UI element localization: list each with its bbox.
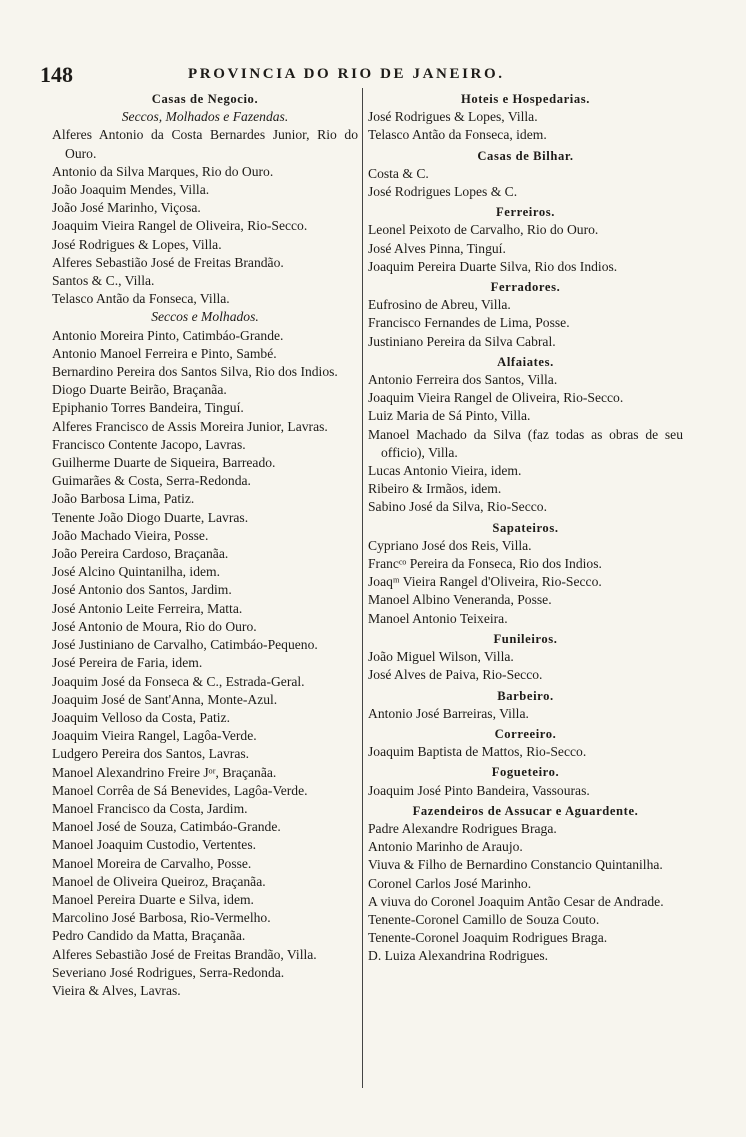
directory-entry: Pedro Candido da Matta, Braçanãa.: [52, 928, 246, 944]
directory-entry: Diogo Duarte Beirão, Braçanãa.: [52, 382, 227, 398]
directory-entry: Epiphanio Torres Bandeira, Tinguí.: [52, 400, 244, 416]
section-heading: Hoteis e Hospedarias.: [460, 92, 591, 106]
directory-entry: Sabino José da Silva, Rio-Secco.: [368, 499, 547, 515]
section-subheading: Seccos, Molhados e Fazendas.: [121, 109, 289, 125]
directory-entry: José Alves Pinna, Tinguí.: [368, 240, 506, 256]
directory-entry: Antonio Manoel Ferreira e Pinto, Sambé.: [52, 345, 277, 361]
directory-entry: Santos & C., Villa.: [52, 273, 155, 289]
directory-entry: Marcolino José Barbosa, Rio-Vermelho.: [52, 910, 271, 926]
section-heading: Casas de Bilhar.: [477, 148, 574, 163]
directory-entry: Joaquim Velloso da Costa, Patiz.: [52, 709, 230, 725]
directory-entry: Costa & C.: [368, 165, 429, 181]
directory-entry: José Rodrigues & Lopes, Villa.: [52, 236, 222, 252]
directory-entry: Viuva & Filho de Bernardino Constancio Quintanilha.: [368, 857, 663, 873]
page-number: 148: [40, 62, 73, 87]
directory-entry: Vieira & Alves, Lavras.: [52, 982, 181, 998]
page-header: [40, 62, 700, 86]
directory-entry: Tenente-Coronel Camillo de Souza Couto.: [368, 911, 600, 927]
section-heading: Sapateiros.: [492, 520, 559, 535]
directory-entry: Manoel Alexandrino Freire Jᵒʳ, Braçanãa.: [52, 764, 277, 780]
directory-entry: A viuva do Coronel Joaquim Antão Cesar de Andrade.: [368, 893, 664, 909]
directory-entry: José Justiniano de Carvalho, Catimbáo-Pequeno.: [52, 637, 318, 653]
directory-entry: Joaquim Vieira Rangel, Lagôa-Verde.: [52, 728, 257, 744]
directory-entry: Francᶜᵒ Pereira da Fonseca, Rio dos Indios.: [368, 556, 602, 572]
section-heading: Ferreiros.: [495, 205, 556, 220]
directory-entry: Alferes Sebastião José de Freitas Brandão.: [52, 254, 284, 270]
directory-entry: João Pereira Cardoso, Braçanãa.: [52, 546, 229, 562]
directory-entry: Antonio Ferreira dos Santos, Villa.: [368, 372, 558, 388]
directory-entry: Manoel Moreira de Carvalho, Posse.: [52, 855, 252, 871]
directory-entry: João Machado Vieira, Posse.: [52, 527, 209, 543]
left-column: [52, 90, 358, 1000]
directory-entry: Tenente João Diogo Duarte, Lavras.: [52, 509, 249, 525]
directory-entry: Manoel de Oliveira Queiroz, Braçanãa.: [52, 873, 266, 889]
section-heading: Ferradores.: [490, 280, 561, 295]
directory-entry: Manoel Pereira Duarte e Silva, idem.: [52, 891, 254, 907]
directory-entry: Cypriano José dos Reis, Villa.: [368, 537, 532, 553]
directory-entry: Antonio Moreira Pinto, Catimbáo-Grande.: [52, 327, 284, 343]
directory-entry: Joaquim José de Sant'Anna, Monte-Azul.: [52, 691, 278, 707]
directory-entry: Telasco Antão da Fonseca, Villa.: [52, 291, 230, 307]
section-heading: Fogueteiro.: [491, 765, 560, 780]
directory-entry: Telasco Antão da Fonseca, idem.: [368, 127, 547, 143]
directory-entry: José Antonio de Moura, Rio do Ouro.: [52, 618, 257, 634]
directory-entry: José Alves de Paiva, Rio-Secco.: [368, 667, 543, 683]
directory-entry: Joaquim Vieira Rangel de Oliveira, Rio-Secco.: [52, 218, 308, 234]
directory-entry: João José Marinho, Viçosa.: [52, 200, 201, 216]
directory-entry: Joaquim José da Fonseca & C., Estrada-Geral.: [52, 673, 305, 689]
directory-entry: José Rodrigues & Lopes, Villa.: [368, 109, 538, 125]
section-heading: Casas de Negocio.: [151, 92, 259, 106]
directory-entry: Ribeiro & Irmãos, idem.: [368, 481, 502, 497]
directory-entry: Antonio José Barreiras, Villa.: [368, 705, 529, 721]
directory-entry: Joaqᵐ Vieira Rangel d'Oliveira, Rio-Secco.: [368, 574, 602, 590]
directory-entry: Francisco Contente Jacopo, Lavras.: [52, 436, 246, 452]
directory-entry: Leonel Peixoto de Carvalho, Rio do Ouro.: [368, 222, 599, 238]
section-heading: Correeiro.: [494, 726, 557, 741]
section-heading: Funileiros.: [493, 631, 558, 646]
directory-entry: Antonio da Silva Marques, Rio do Ouro.: [52, 163, 274, 179]
directory-entry: Antonio Marinho de Araujo.: [368, 839, 523, 855]
directory-entry: José Pereira de Faria, idem.: [52, 655, 203, 671]
directory-entry: Justiniano Pereira da Silva Cabral.: [368, 333, 556, 349]
directory-entry: Manoel Francisco da Costa, Jardim.: [52, 800, 248, 816]
section-heading: Barbeiro.: [497, 688, 554, 703]
directory-entry: Bernardino Pereira dos Santos Silva, Rio dos Indios.: [52, 364, 338, 380]
section-heading: Alfaiates.: [497, 354, 554, 369]
running-title: PROVINCIA DO RIO DE JANEIRO.: [188, 66, 505, 82]
directory-entry: José Antonio Leite Ferreira, Matta.: [52, 600, 243, 616]
directory-entry: Tenente-Coronel Joaquim Rodrigues Braga.: [368, 930, 608, 946]
directory-entry: Manoel Joaquim Custodio, Vertentes.: [52, 837, 257, 853]
directory-entry: Francisco Fernandes de Lima, Posse.: [368, 315, 570, 331]
directory-entry: José Rodrigues Lopes & C.: [368, 184, 518, 200]
directory-entry: Joaquim Pereira Duarte Silva, Rio dos Indios.: [368, 258, 618, 274]
directory-entry: Manoel Antonio Teixeira.: [368, 610, 508, 626]
directory-entry: Manoel José de Souza, Catimbáo-Grande.: [52, 819, 281, 835]
directory-entry: João Joaquim Mendes, Villa.: [52, 182, 210, 198]
section-heading: Fazendeiros de Assucar e Aguardente.: [412, 803, 639, 818]
directory-entry: Alferes Sebastião José de Freitas Brandão, Villa.: [52, 946, 317, 962]
directory-entry: Coronel Carlos José Marinho.: [368, 875, 532, 891]
directory-entry: Luiz Maria de Sá Pinto, Villa.: [368, 408, 531, 424]
directory-entry: Joaquim Baptista de Mattos, Rio-Secco.: [368, 744, 587, 760]
directory-entry: Severiano José Rodrigues, Serra-Redonda.: [52, 964, 285, 980]
directory-entry: Eufrosino de Abreu, Villa.: [368, 297, 511, 313]
column-divider: [362, 88, 363, 1088]
directory-entry: João Barbosa Lima, Patiz.: [52, 491, 195, 507]
directory-entry: Lucas Antonio Vieira, idem.: [368, 463, 522, 479]
directory-entry: Alferes Francisco de Assis Moreira Junior, Lavras.: [52, 418, 328, 434]
directory-entry: D. Luiza Alexandrina Rodrigues.: [368, 948, 549, 964]
directory-entry: Padre Alexandre Rodrigues Braga.: [368, 820, 557, 836]
directory-entry: Joaquim José Pinto Bandeira, Vassouras.: [368, 782, 590, 798]
directory-entry: João Miguel Wilson, Villa.: [368, 649, 514, 665]
directory-entry: José Antonio dos Santos, Jardim.: [52, 582, 232, 598]
directory-entry: Manoel Machado da Silva (faz todas as obras de seu officio), Villa.: [368, 426, 683, 460]
section-subheading: Seccos e Molhados.: [151, 309, 259, 325]
directory-entry: Guilherme Duarte de Siqueira, Barreado.: [52, 455, 276, 471]
directory-entry: Manoel Albino Veneranda, Posse.: [368, 592, 552, 608]
directory-entry: José Alcino Quintanilha, idem.: [52, 564, 221, 580]
directory-entry: Joaquim Vieira Rangel de Oliveira, Rio-Secco.: [368, 390, 624, 406]
right-column: [368, 90, 683, 966]
directory-entry: Ludgero Pereira dos Santos, Lavras.: [52, 746, 250, 762]
directory-entry: Manoel Corrêa de Sá Benevides, Lagôa-Verde.: [52, 782, 308, 798]
directory-entry: Alferes Antonio da Costa Bernardes Junior, Rio do Ouro.: [52, 127, 358, 161]
directory-entry: Guimarães & Costa, Serra-Redonda.: [52, 473, 251, 489]
